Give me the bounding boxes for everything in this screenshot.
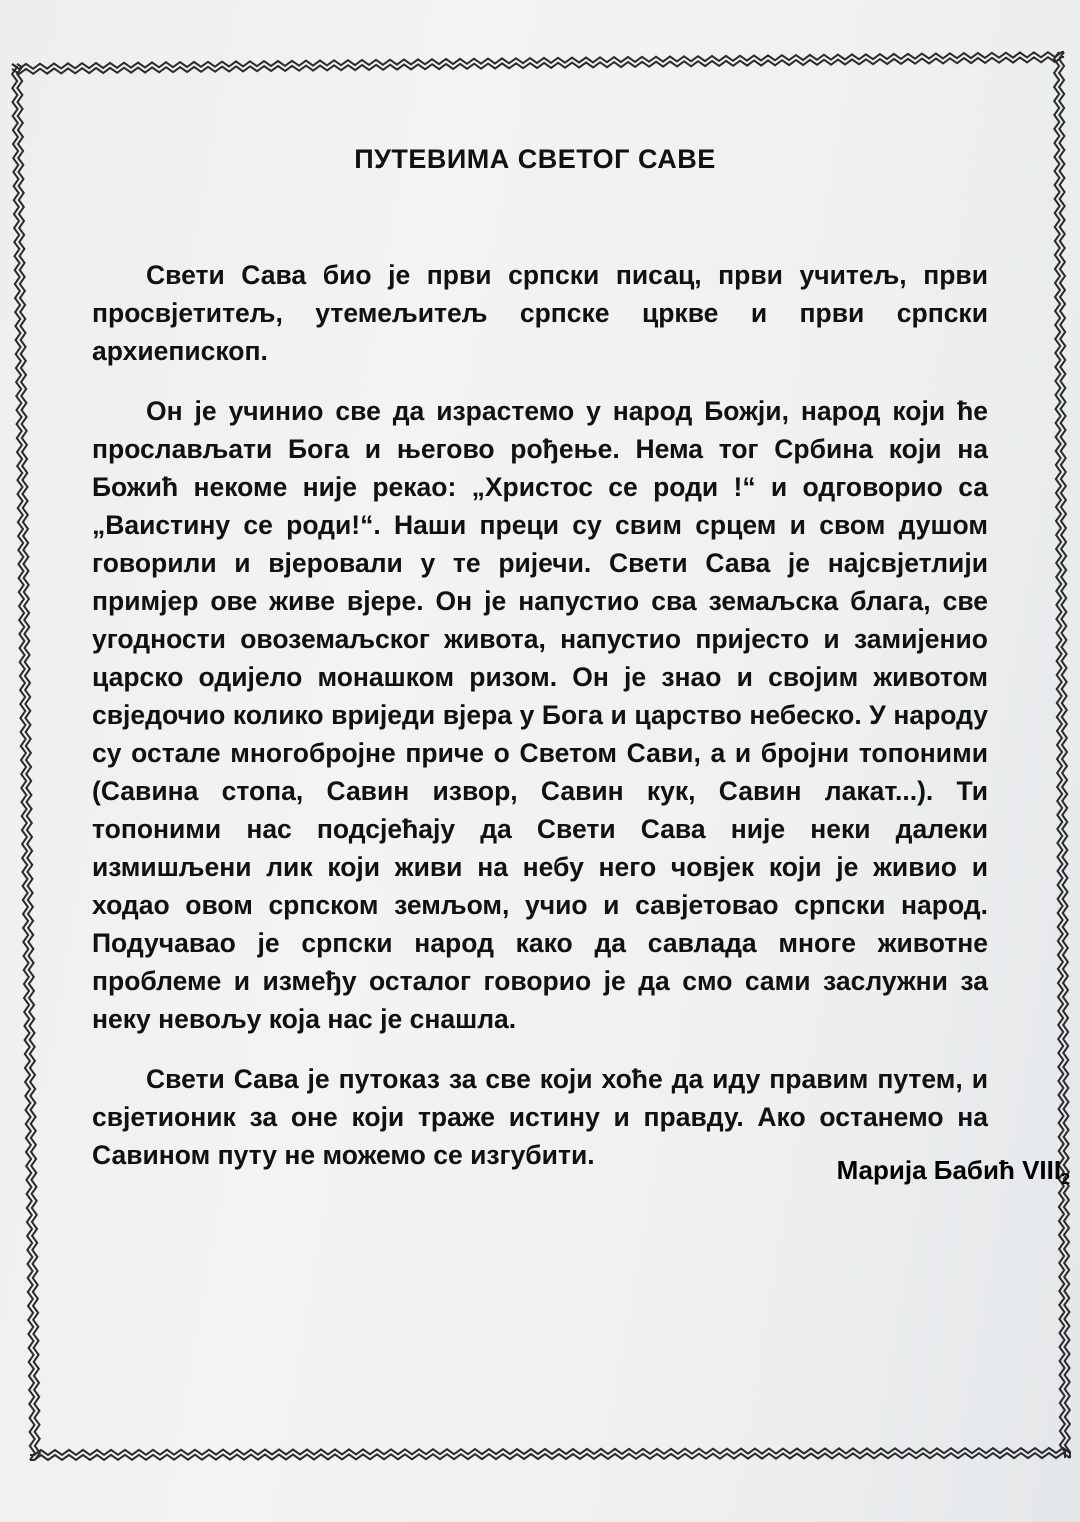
border-zigzag-line [12, 64, 35, 1460]
author-signature [837, 1155, 1070, 1189]
document-title: ПУТЕВИМА СВЕТОГ САВЕ [354, 144, 716, 174]
paragraph-3: Свети Сава је путоказ за све који хоће да иду правим путем, и свјетионик за оне који траже истину и правду. Ако останемо на Савином путу не можемо се изгубити. [92, 1064, 988, 1170]
paragraph-1: Свети Сава био је први српски писац, први учитељ, први просвјетитељ, утемељитељ српске цркве и први српски архиепископ. [92, 260, 988, 366]
author-class-subscript: 2 [1061, 1171, 1070, 1188]
paragraph-2: Он је учинио све да израстемо у народ Божји, народ који ће прослављати Бога и његово рођење. Нема тог Србина који на Божић некоме није рекао: „Христос се роди !“ и одговорио са „Ваистину се роди!“. Наши преци су свим срцем и свом душом говорили и вјеровали у те ријечи. Свети Сава је најсвјетлији примјер ове живе вјере. Он је напустио сва земаљска блага, све угодности овоземаљског живота, напустио пријесто и замијенио царско одијело монашком ризом. Он је знао и својим животом свједочио колико вриједи вјера у Бога и царство небеско. У народу су остале многобројне приче о Светом Сави, а и бројни топоними (Савина стопа, Савин извор, Савин кук, Савин лакат...). Ти топоними нас подсјећају да Свети Сава није неки далеки измишљени лик који живи на небу него човјек који је живио и ходао овом српском земљом, учио и савјетовао српски народ. Подучавао је српски народ како да савлада многе животне проблеме и између осталог говорио је да смо сами заслужни за неку невољу која нас је снашла. [92, 396, 988, 1034]
author-name: Марија Бабић VIII [836, 1155, 1062, 1185]
border-zigzag-line [30, 1448, 1070, 1455]
document-body [92, 138, 988, 1174]
